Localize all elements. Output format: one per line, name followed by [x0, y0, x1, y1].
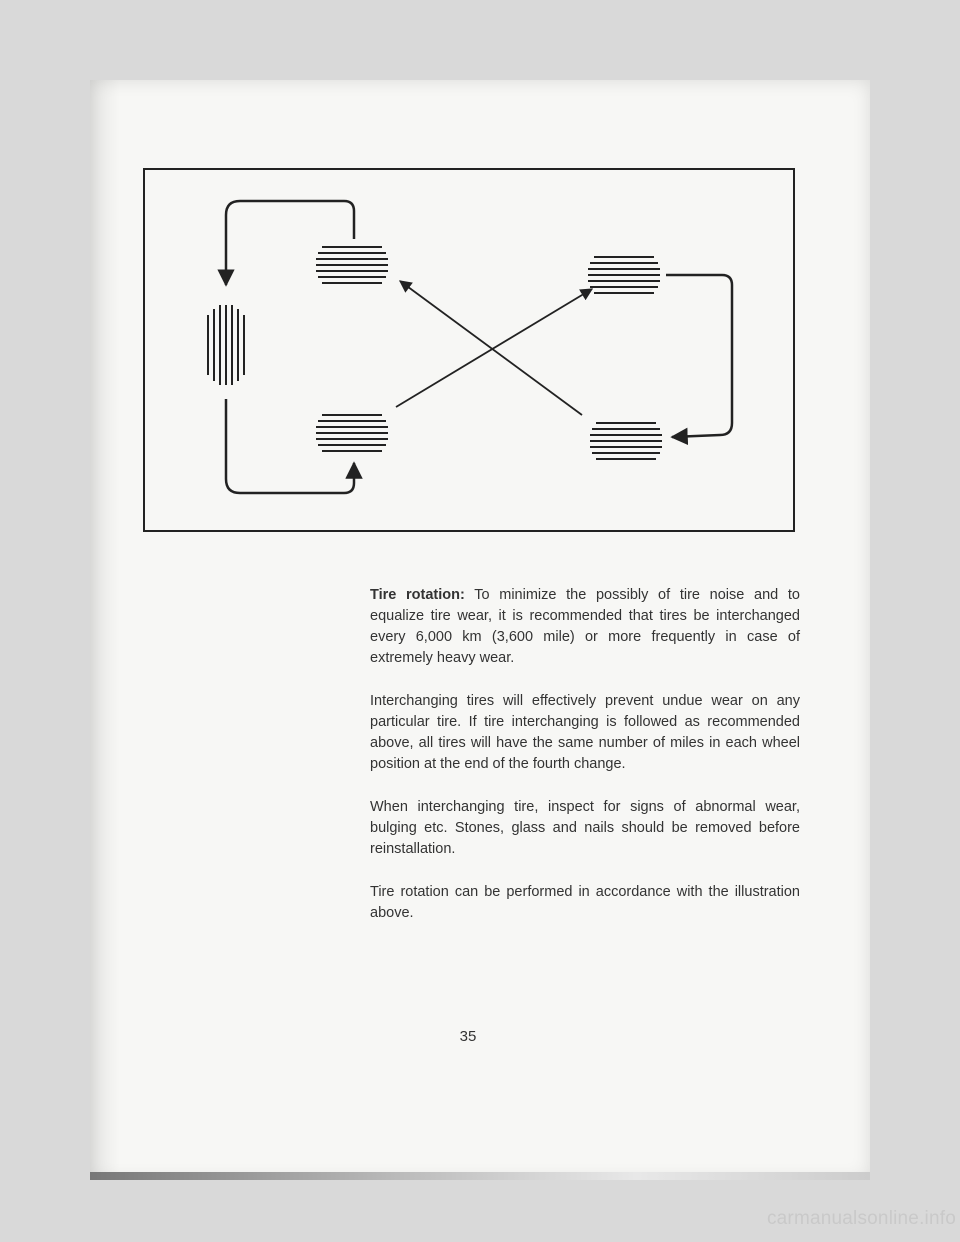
page-number: 35: [459, 1028, 477, 1045]
paragraph-text: Interchanging tires will effectively prevent undue wear on any particular tire. If tire interchanging is followed as recommended above, all tires will have the same number of miles in each wheel position at the end of the fourth change.: [370, 693, 800, 772]
page-edge: [90, 1172, 870, 1180]
paragraph-lead: Tire rotation:: [370, 587, 465, 603]
tire-front-right-icon: [588, 257, 660, 293]
paragraph-tire-rotation: [370, 585, 800, 669]
tire-rotation-svg: [142, 167, 796, 533]
paragraph-interchanging: [370, 691, 800, 775]
arrow-rear-left-to-front-right: [396, 289, 592, 407]
diagram-frame: [144, 169, 794, 531]
body-text: [370, 585, 800, 946]
paragraph-inspect: [370, 797, 800, 860]
tire-rear-left-icon: [316, 415, 388, 451]
paragraph-illustration: [370, 882, 800, 924]
watermark: carmanualsonline.info: [766, 1208, 956, 1229]
tire-rear-right-icon: [590, 423, 662, 459]
arrow-rear-right-to-front-left: [400, 281, 582, 415]
arrow-front-left-to-spare: [226, 201, 354, 285]
tire-rotation-diagram: [142, 167, 796, 533]
page-shadow: [90, 80, 120, 1180]
paragraph-text: When interchanging tire, inspect for signs of abnormal wear, bulging etc. Stones, glass and nails should be removed before reinstallation.: [370, 799, 800, 857]
tire-spare-icon: [208, 305, 244, 385]
paragraph-text: To minimize the possibly of tire noise and to equalize tire wear, it is recommended that tires be interchanged every 6,000 km (3,600 mile) or more frequently in case of extremely heavy wear.: [370, 587, 800, 666]
tire-front-left-icon: [316, 247, 388, 283]
arrow-front-right-to-rear-right: [666, 275, 732, 437]
paragraph-text: Tire rotation can be performed in accordance with the illustration above.: [370, 884, 800, 921]
